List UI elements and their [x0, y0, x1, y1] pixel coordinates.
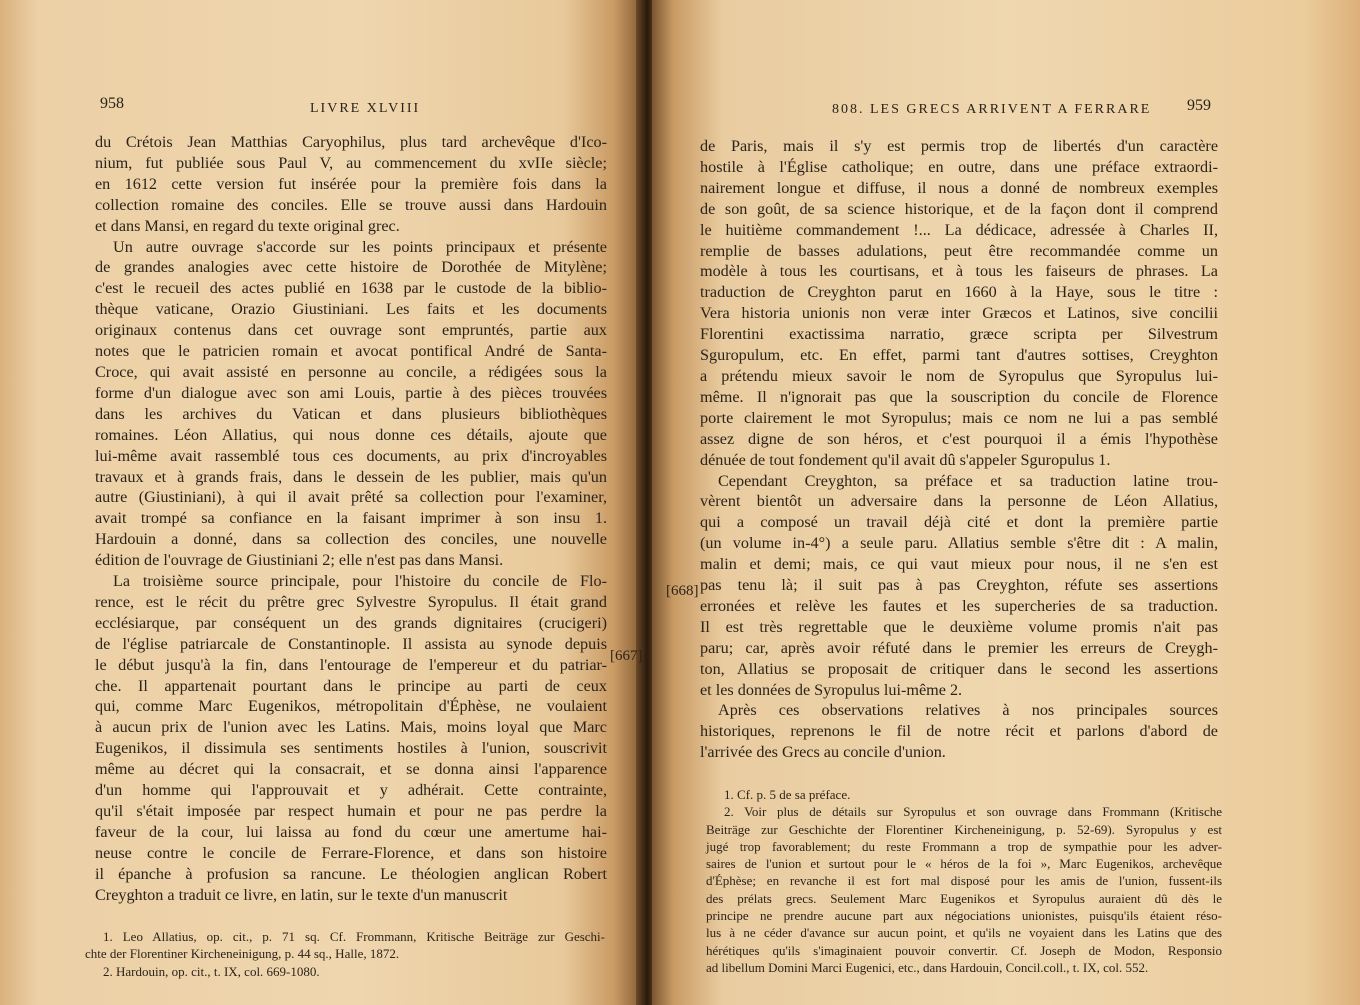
text-line: erronées et relève les fautes et les supercheries de sa traduction.	[700, 596, 1218, 615]
running-header: LIVRE XLVIII	[310, 101, 421, 116]
text-line: Sguropulum, etc. En effet, parmi tant d'autres sottises, Creyghton	[700, 346, 1218, 365]
margin-reference: [668]	[666, 583, 699, 599]
text-line: dans les archives du Vatican et dans plusieurs bibliothèques	[95, 404, 607, 423]
text-line: 1. Leo Allatius, op. cit., p. 71 sq. Cf. Frommann, Kritische Beiträge zur Geschi-	[103, 929, 605, 944]
text-line: Creyghton a traduit ce livre, en latin, sur le texte d'un manuscrit	[95, 885, 508, 904]
text-line: assez digne de son héros, et c'est pourquoi il a émis l'hypothèse	[700, 429, 1218, 448]
text-line: de grandes analogies avec cette histoire de Dorothée de Mitylène;	[95, 258, 607, 277]
text-line: ton, Allatius se proposait de critiquer dans le second les assertions	[700, 659, 1218, 678]
text-line: c'est le recueil des actes publié en 1638 par le custode de la biblio-	[95, 279, 607, 298]
text-line: même au décret qui la consacrait, et se donna ainsi l'apparence	[95, 760, 607, 779]
text-line: à aucun prix de l'union avec les Latins. Mais, moins loyal que Marc	[95, 718, 607, 737]
text-line: traduction de Creyghton parut en 1660 à la Haye, sous le titre :	[700, 283, 1218, 302]
text-line: Croce, qui avait assisté en personne au concile, a rédigées sous la	[95, 362, 607, 381]
text-line: collection romaine des conciles. Elle se trouve aussi dans Hardouin	[95, 195, 607, 214]
text-line: édition de l'ouvrage de Giustiniani 2; elle n'est pas dans Mansi.	[95, 551, 504, 570]
text-line: qu'il s'était imposée par respect humain et pour ne pas perdre la	[95, 802, 607, 820]
text-line: modèle à tous les courtisans, et à tous les faiseurs de phrases. La	[700, 262, 1218, 281]
left-page	[0, 0, 640, 1005]
footnotes	[706, 786, 1222, 976]
text-line: Vera historia unionis non veræ inter Græcos et Latinos, sive concilii	[700, 304, 1218, 323]
text-line: autre (Giustiniani), à qui il avait prêté sa collection pour l'examiner,	[95, 488, 607, 507]
text-line: et les données de Syropulus lui-même 2.	[700, 680, 963, 699]
text-line: l'arrivée des Grecs au concile d'union.	[700, 743, 946, 762]
text-line: pas tenu là; il suit pas à pas Creyghton, réfute ses assertions	[700, 576, 1218, 595]
text-line: nium, fut publiée sous Paul V, au commencement du xvIIe siècle;	[95, 153, 607, 172]
text-line: d'Éphèse; en revanche il est fort mal disposé pour les amis de l'union, fussent-ils	[706, 873, 1222, 889]
text-line: hérétiques qu'ils s'imaginaient pouvoir convertir. Cf. Joseph de Modon, Responsio	[706, 942, 1222, 958]
text-line: porte clairement le mot Syropulus; mais ce nom ne lui a pas semblé	[700, 408, 1218, 427]
text-line: de l'église patriarcale de Constantinople. Il assista au synode depuis	[95, 634, 607, 653]
text-line: de son goût, de sa science historique, et de la façon dont il comprend	[700, 199, 1218, 218]
text-line: le huitième commandement !... La dédicace, adressée à Charles II,	[700, 220, 1218, 239]
text-line: et dans Mansi, en regard du texte original grec.	[95, 216, 400, 235]
text-line: de Paris, mais il s'y est permis trop de libertés d'un caractère	[700, 137, 1218, 155]
text-line: ecclésiarque, par conséquent un des grands dignitaires (crucigeri)	[95, 613, 607, 632]
text-line: du Crétois Jean Matthias Caryophilus, plus tard archevêque d'Ico-	[95, 133, 607, 151]
text-line: Florentini exactissima narratio, græce scripta per Silvestrum	[700, 325, 1218, 344]
text-line: vèrent bientôt un adversaire dans la personne de Léon Allatius,	[700, 492, 1218, 511]
text-line: 2. Hardouin, op. cit., t. IX, col. 669-1080.	[103, 963, 320, 979]
text-line: malin et demi; mais, ce qui vaut mieux pour nous, il ne s'en est	[700, 555, 1218, 574]
text-line: chte der Florentiner Kircheneinigung, p. 44 sq., Halle, 1872.	[85, 946, 400, 962]
text-line: Un autre ouvrage s'accorde sur les points principaux et présente	[113, 237, 607, 256]
text-line: ad libellum Domini Marci Eugenici, etc., dans Hardouin, Concil.coll., t. IX, col. 552.	[706, 959, 1149, 975]
text-line: nairement longue et diffuse, il nous a donné de nombreux exemples	[700, 178, 1218, 197]
text-line: lui-même avait rassemblé tous ces documents, au prix d'incroyables	[95, 446, 607, 465]
text-line: Hardouin a donné, dans sa collection des conciles, une nouvelle	[95, 530, 607, 549]
text-line: principe ne prendre aucune part aux négociations unionistes, puisqu'ils étaient réso-	[706, 908, 1222, 924]
text-line: d'un homme qui l'approuvait et y adhérait. Cette contrainte,	[95, 781, 607, 800]
right-page	[652, 0, 1360, 1005]
text-line: qui, comme Marc Eugenikos, métropolitain d'Éphèse, ne voulaient	[95, 697, 607, 716]
page-number: 959	[1187, 97, 1211, 114]
text-line: hostile à l'Église catholique; en outre, dans une préface extraordi-	[700, 157, 1218, 176]
running-header: 808. LES GRECS ARRIVENT A FERRARE	[832, 102, 1152, 117]
text-line: che. Il appartenait pourtant dans le principe au parti de ceux	[95, 676, 607, 695]
text-line: historiques, reprenons le fil de notre récit et parlons d'abord de	[700, 722, 1218, 741]
text-line: rence, est le récit du prêtre grec Sylvestre Syropulus. Il était grand	[95, 592, 607, 611]
text-line: 2. Voir plus de détails sur Syropulus et son ouvrage dans Frommann (Kritische	[724, 804, 1222, 820]
text-line: Il est très regrettable que le deuxième volume promis n'ait pas	[700, 617, 1218, 636]
text-line: Après ces observations relatives à nos principales sources	[718, 701, 1218, 720]
text-line: faveur de la cour, lui laissa au fond du cœur une amertume hai-	[95, 822, 607, 841]
page-number: 958	[100, 95, 124, 112]
footnotes	[85, 928, 605, 980]
text-line: en 1612 cette version fut insérée pour la première fois dans la	[95, 174, 607, 193]
text-line: La troisième source principale, pour l'histoire du concile de Flo-	[113, 572, 607, 591]
text-line: thèque vaticane, Orazio Giustiniani. Les faits et les documents	[95, 300, 607, 319]
text-line: des prélats grecs. Seulement Marc Eugenikos et Syropulus auraient dû dès le	[706, 890, 1222, 906]
text-line: 1. Cf. p. 5 de sa préface.	[724, 787, 851, 802]
text-line: Cependant Creyghton, sa préface et sa traduction latine trou-	[718, 471, 1218, 490]
body-text	[95, 132, 607, 906]
margin-reference: [667]	[610, 648, 643, 664]
text-line: même. Il n'ignorait pas que la souscription du concile de Florence	[700, 387, 1218, 406]
text-line: notes que le patricien romain et avocat pontifical André de Santa-	[95, 342, 607, 361]
text-line: Beiträge zur Geschichte der Florentiner Kircheneinigung, p. 52-69). Syropulus y est	[706, 821, 1222, 837]
text-line: jugé trop favorablement; du reste Frommann a trop de sympathie pour les adver-	[706, 838, 1222, 854]
text-line: originaux contenus dans cet ouvrage sont empruntés, partie aux	[95, 321, 607, 340]
text-line: avait trompé sa confiance en la faisant imprimer à son insu 1.	[95, 509, 607, 528]
text-line: a prétendu mieux savoir le nom de Syropulus que Syropulus lui-	[700, 366, 1218, 385]
body-text	[700, 136, 1218, 763]
text-line: travaux et à grands frais, dans le dessein de les publier, mais qu'un	[95, 467, 607, 486]
text-line: remplie de basses adulations, peut être recommandée comme un	[700, 241, 1218, 260]
text-line: saires de l'union et surtout pour le « héros de la foi », Marc Eugenikos, archevêque	[706, 856, 1222, 872]
text-line: le début jusqu'à la fin, dans l'entourage de l'empereur et du patriar-	[95, 655, 607, 674]
text-line: lus à ne céder d'avance sur aucun point, et qu'ils ne voyaient dans les Latins que des	[706, 925, 1222, 941]
text-line: qui a composé un travail déjà cité et dont la première partie	[700, 513, 1218, 532]
text-line: forme d'un dialogue avec son ami Louis, partie à des pièces trouvées	[95, 383, 607, 402]
text-line: dénuée de tout fondement qu'il avait dû s'appeler Sguropulus 1.	[700, 450, 1111, 469]
text-line: il épanche à profusion sa rancune. Le théologien anglican Robert	[95, 864, 607, 883]
text-line: Eugenikos, il dissimula ses sentiments hostiles à l'union, souscrivit	[95, 739, 607, 758]
text-line: paru; car, après avoir réfuté dans le premier les erreurs de Creygh-	[700, 638, 1218, 657]
text-line: (un volume in-4°) a seule paru. Allatius semble s'être dit : A malin,	[700, 534, 1218, 553]
text-line: romaines. Léon Allatius, qui nous donne ces détails, ajoute que	[95, 425, 607, 444]
text-line: neuse contre le concile de Ferrare-Florence, et dans son histoire	[95, 843, 607, 862]
